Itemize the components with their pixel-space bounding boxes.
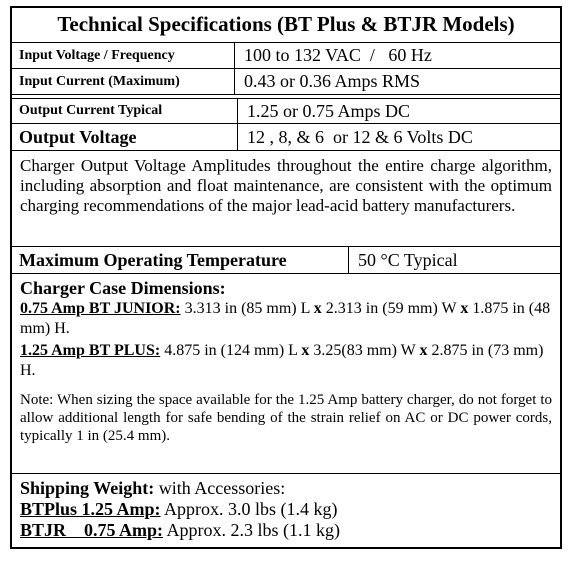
max-temp-label: Maximum Operating Temperature bbox=[12, 247, 349, 273]
spec-table bbox=[10, 6, 562, 549]
input-current-value: 0.43 or 0.36 Amps RMS bbox=[244, 71, 421, 91]
btjr-label: BTJR 0.75 Amp: bbox=[20, 520, 164, 540]
btplus-label: BTPlus 1.25 Amp: bbox=[20, 499, 161, 519]
output-voltage-label: Output Voltage bbox=[12, 124, 238, 150]
input-current-row bbox=[12, 69, 560, 95]
junior-length: 3.313 in (85 mm) L bbox=[184, 300, 310, 317]
output-voltage-row bbox=[12, 124, 560, 151]
junior-label: 0.75 Amp BT JUNIOR: bbox=[20, 300, 181, 317]
table-title: Technical Specifications (BT Plus & BTJR Models) bbox=[12, 8, 560, 43]
dimensions-note: Note: When sizing the space available for the 1.25 Amp battery charger, do not forget to allow additional length for safe bending of the strain relief on AC or DC power cords, typically 1 in (25.4 mm). bbox=[20, 392, 552, 444]
shipping-section bbox=[12, 474, 560, 547]
output-current-value: 1.25 or 0.75 Amps DC bbox=[247, 101, 411, 121]
amplitude-paragraph: Charger Output Voltage Amplitudes throughout the entire charge algorithm, including absorption and float maintenance, are consistent with the optimum charging recommendations of the major lead-acid battery manufacturers. bbox=[12, 151, 560, 247]
shipping-suffix: with Accessories: bbox=[158, 478, 286, 498]
input-voltage-value: 100 to 132 VAC / 60 Hz bbox=[244, 45, 432, 65]
dimensions-heading: Charger Case Dimensions: bbox=[20, 278, 226, 298]
plus-dimensions bbox=[20, 341, 552, 381]
times-sign: x bbox=[313, 300, 322, 317]
output-voltage-value: 12 , 8, & 6 or 12 & 6 Volts DC bbox=[247, 127, 473, 147]
input-voltage-row bbox=[12, 43, 560, 69]
times-sign: x bbox=[301, 342, 310, 359]
junior-dimensions bbox=[20, 299, 552, 339]
max-temp-row bbox=[12, 247, 560, 274]
shipping-heading: Shipping Weight: bbox=[20, 478, 155, 498]
output-current-row bbox=[12, 99, 560, 124]
input-voltage-label: Input Voltage / Frequency bbox=[12, 43, 235, 68]
dimensions-section bbox=[12, 274, 560, 474]
input-current-label: Input Current (Maximum) bbox=[12, 69, 235, 94]
junior-width: 2.313 in (59 mm) W bbox=[325, 300, 457, 317]
btplus-value: Approx. 3.0 lbs (1.4 kg) bbox=[164, 499, 338, 519]
plus-label: 1.25 Amp BT PLUS: bbox=[20, 342, 161, 359]
times-sign: x bbox=[460, 300, 469, 317]
plus-width: 3.25(83 mm) W bbox=[313, 342, 416, 359]
plus-length: 4.875 in (124 mm) L bbox=[164, 342, 298, 359]
junior-height: 1.875 in (48 mm) H. bbox=[20, 300, 551, 337]
output-current-label: Output Current Typical bbox=[12, 99, 238, 123]
max-temp-value: 50 °C Typical bbox=[358, 250, 458, 270]
btplus-weight bbox=[20, 499, 552, 520]
btjr-value: Approx. 2.3 lbs (1.1 kg) bbox=[166, 520, 341, 540]
times-sign: x bbox=[419, 342, 428, 359]
plus-height: 2.875 in (73 mm) H. bbox=[20, 342, 544, 379]
btjr-weight bbox=[20, 520, 552, 541]
shipping-line bbox=[20, 478, 552, 499]
